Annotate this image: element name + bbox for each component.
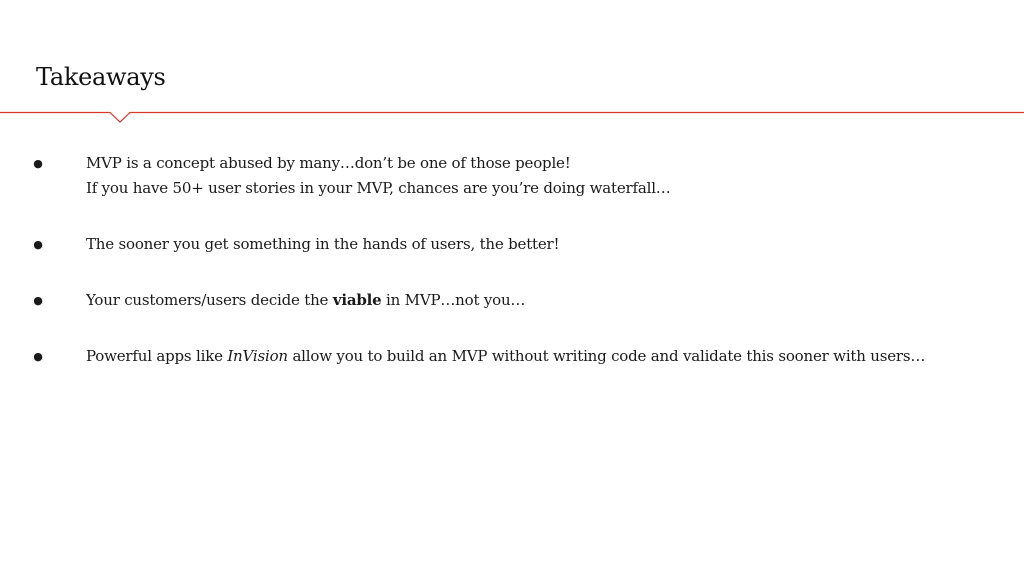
- title-divider: [0, 111, 1024, 125]
- bullet-2-text: The sooner you get something in the hands of users, the better!: [86, 235, 560, 253]
- bullet-4-italic-word: InVision: [227, 347, 288, 365]
- slide-title: Takeaways: [36, 63, 166, 91]
- bullet-icon: ●: [33, 238, 43, 251]
- bullet-4-text-before: Powerful apps like: [86, 347, 228, 365]
- bullet-3-text-after: in MVP…not you…: [381, 291, 526, 309]
- bullet-icon: ●: [33, 350, 43, 363]
- bullet-4-text-after: allow you to build an MVP without writing code and validate this sooner with users…: [287, 347, 926, 365]
- bullet-1-line-2: If you have 50+ user stories in your MVP, chances are you’re doing waterfall…: [86, 179, 671, 197]
- list-item: [33, 151, 998, 201]
- bullet-3-bold-word: viable: [332, 291, 382, 309]
- list-item: [33, 344, 998, 369]
- list-item: [33, 288, 998, 313]
- takeaways-list: [33, 151, 998, 400]
- list-item: [33, 232, 998, 257]
- bullet-icon: ●: [33, 294, 43, 307]
- bullet-1-line-1: MVP is a concept abused by many…don’t be one of those people!: [86, 154, 571, 172]
- divider-line-with-notch: [0, 113, 1024, 123]
- bullet-3-text-before: Your customers/users decide the: [86, 291, 333, 309]
- bullet-icon: ●: [33, 157, 43, 170]
